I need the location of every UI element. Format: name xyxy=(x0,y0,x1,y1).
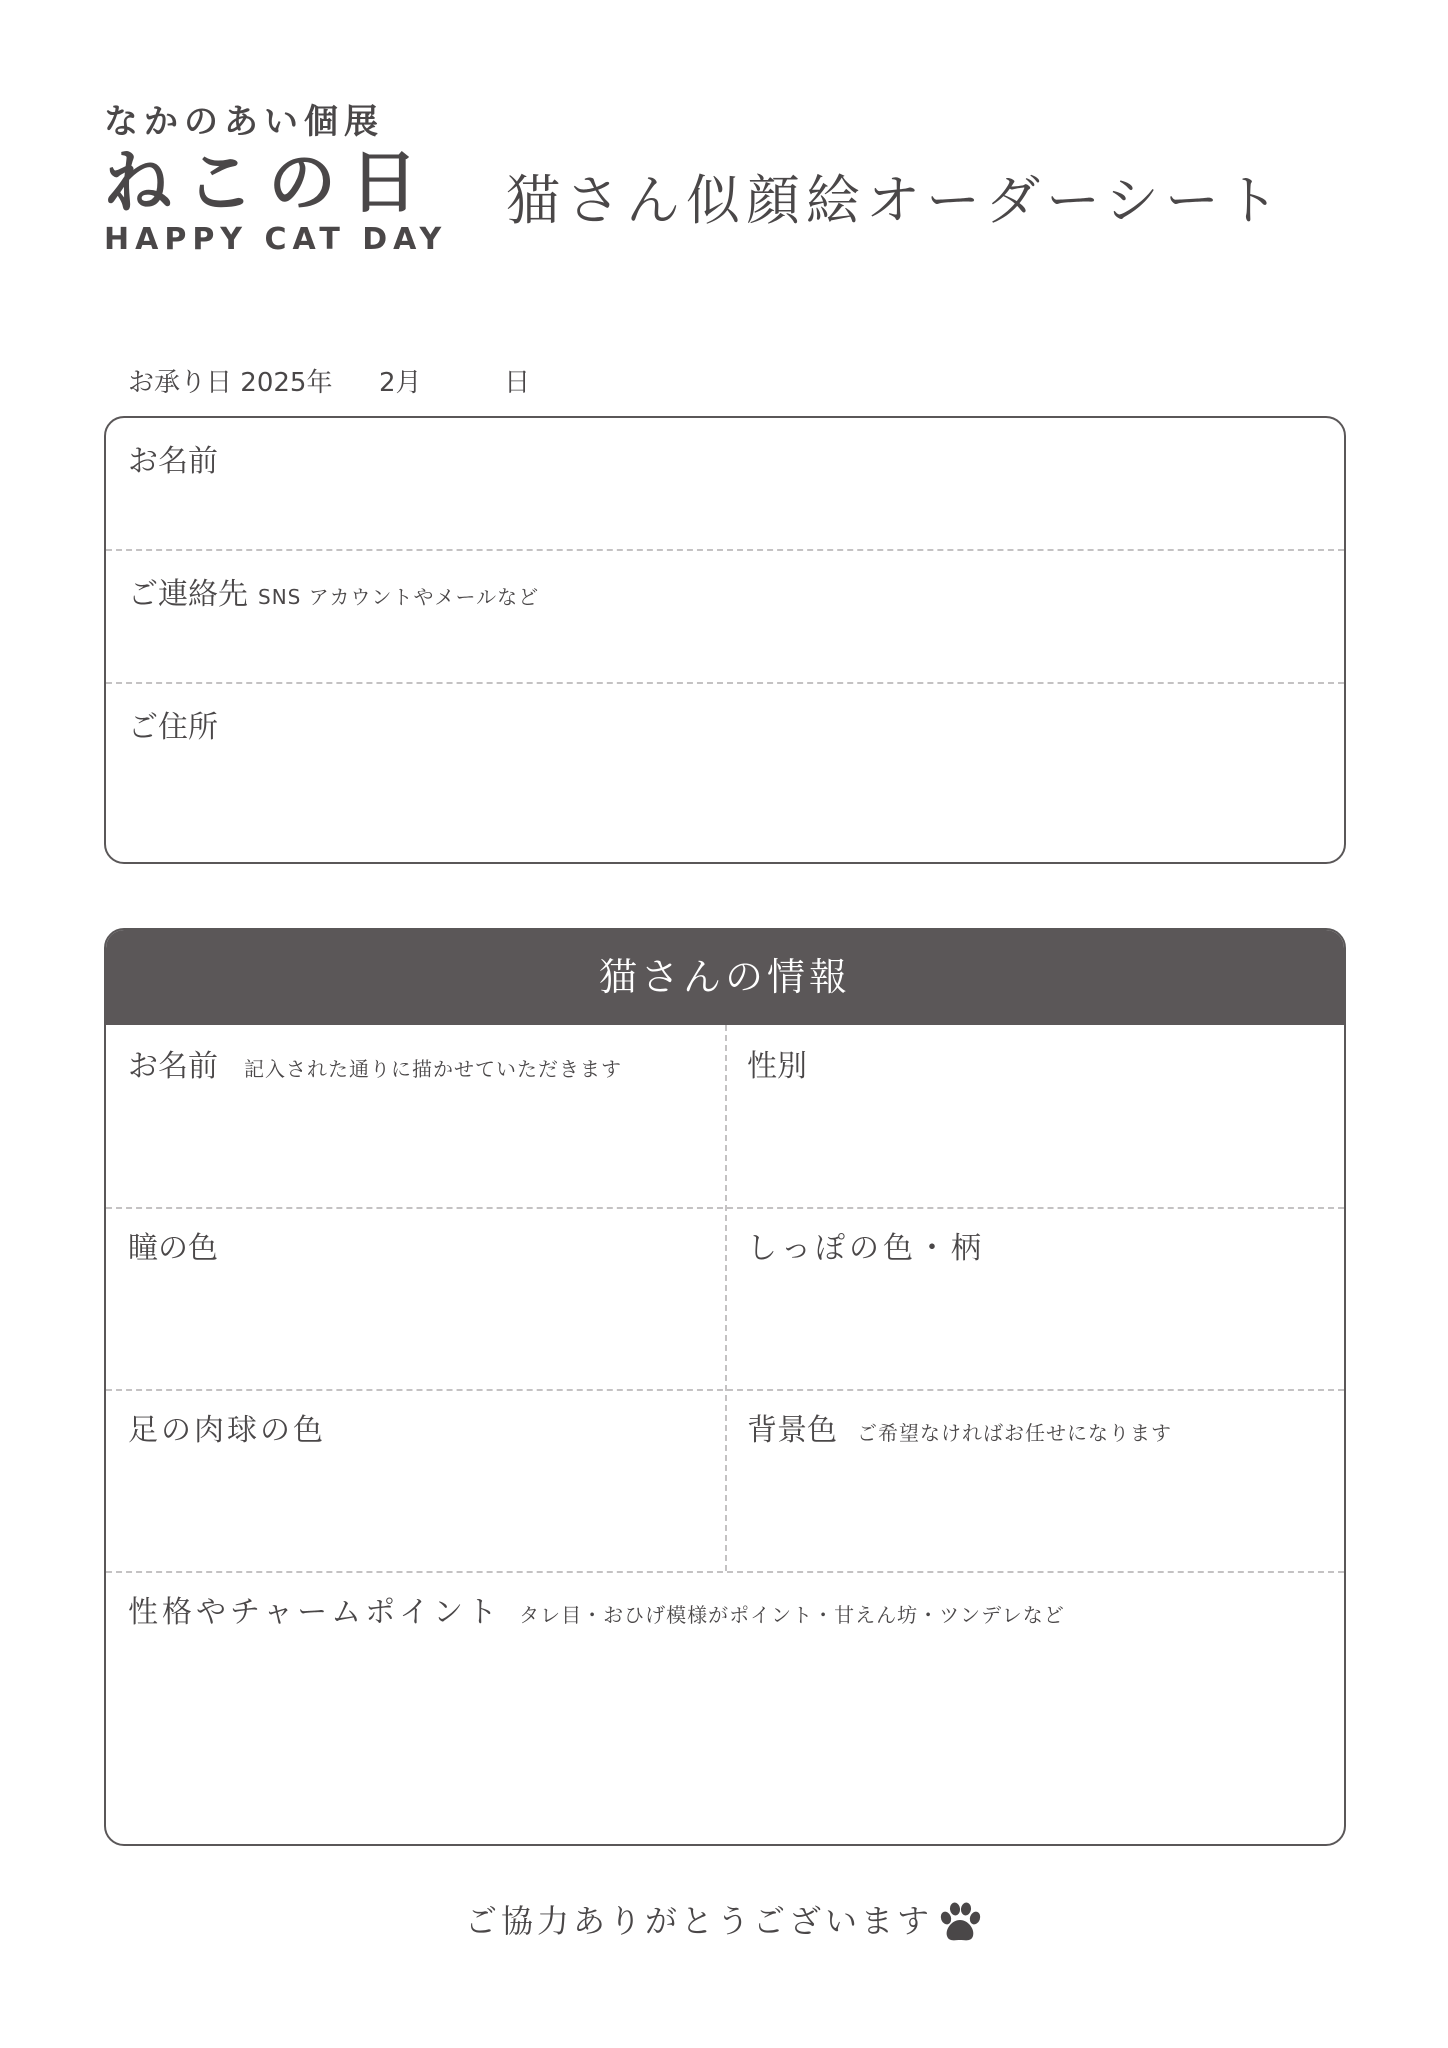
receipt-date xyxy=(128,362,530,399)
contact-info-field[interactable] xyxy=(106,551,1344,684)
cat-name-note: 記入された通りに描かせていただきます xyxy=(244,1057,622,1081)
background-color-note: ご希望なければお任せになります xyxy=(857,1421,1172,1445)
cat-info-section xyxy=(104,928,1346,1846)
logo-main-text: ねこの日 xyxy=(104,144,433,223)
address-field[interactable] xyxy=(106,684,1344,864)
paw-icon xyxy=(937,1900,983,1946)
contact-name-field[interactable] xyxy=(106,418,1344,551)
contact-info-note: SNS アカウントやメールなど xyxy=(258,585,540,609)
event-logo xyxy=(104,100,448,258)
address-label: ご住所 xyxy=(128,710,218,745)
page-title: 猫さん似顔絵オーダーシート xyxy=(506,169,1285,232)
thanks-message xyxy=(0,1896,1448,1946)
date-month: 2月 xyxy=(378,368,422,398)
background-color-field[interactable] xyxy=(725,1389,1344,1571)
background-color-label: 背景色 xyxy=(747,1413,837,1448)
eye-color-label: 瞳の色 xyxy=(128,1231,218,1266)
cat-name-field[interactable] xyxy=(106,1025,725,1207)
paw-pad-color-field[interactable] xyxy=(106,1389,725,1571)
tail-label: しっぽの色・柄 xyxy=(747,1231,985,1266)
contact-name-label: お名前 xyxy=(128,444,218,479)
logo-english: HAPPY CAT DAY xyxy=(104,222,448,257)
date-year: 2025年 xyxy=(240,368,333,398)
date-label: お承り日 xyxy=(128,368,233,398)
thanks-text: ご協力ありがとうございます xyxy=(464,1902,933,1940)
contact-section xyxy=(104,416,1346,864)
logo-subtitle: なかのあい個展 xyxy=(104,102,384,142)
personality-note: タレ目・おひげ模様がポイント・甘えん坊・ツンデレなど xyxy=(519,1603,1065,1627)
date-day: 日 xyxy=(504,368,531,398)
cat-name-label: お名前 xyxy=(128,1049,218,1084)
cat-sex-field[interactable] xyxy=(725,1025,1344,1207)
tail-field[interactable] xyxy=(725,1207,1344,1389)
cat-sex-label: 性別 xyxy=(747,1049,807,1084)
eye-color-field[interactable] xyxy=(106,1207,725,1389)
personality-label: 性格やチャームポイント xyxy=(128,1595,502,1630)
paw-pad-color-label: 足の肉球の色 xyxy=(128,1413,326,1448)
personality-field[interactable] xyxy=(106,1571,1344,1844)
cat-info-heading: 猫さんの情報 xyxy=(106,930,1344,1025)
contact-info-label: ご連絡先 xyxy=(128,577,248,612)
